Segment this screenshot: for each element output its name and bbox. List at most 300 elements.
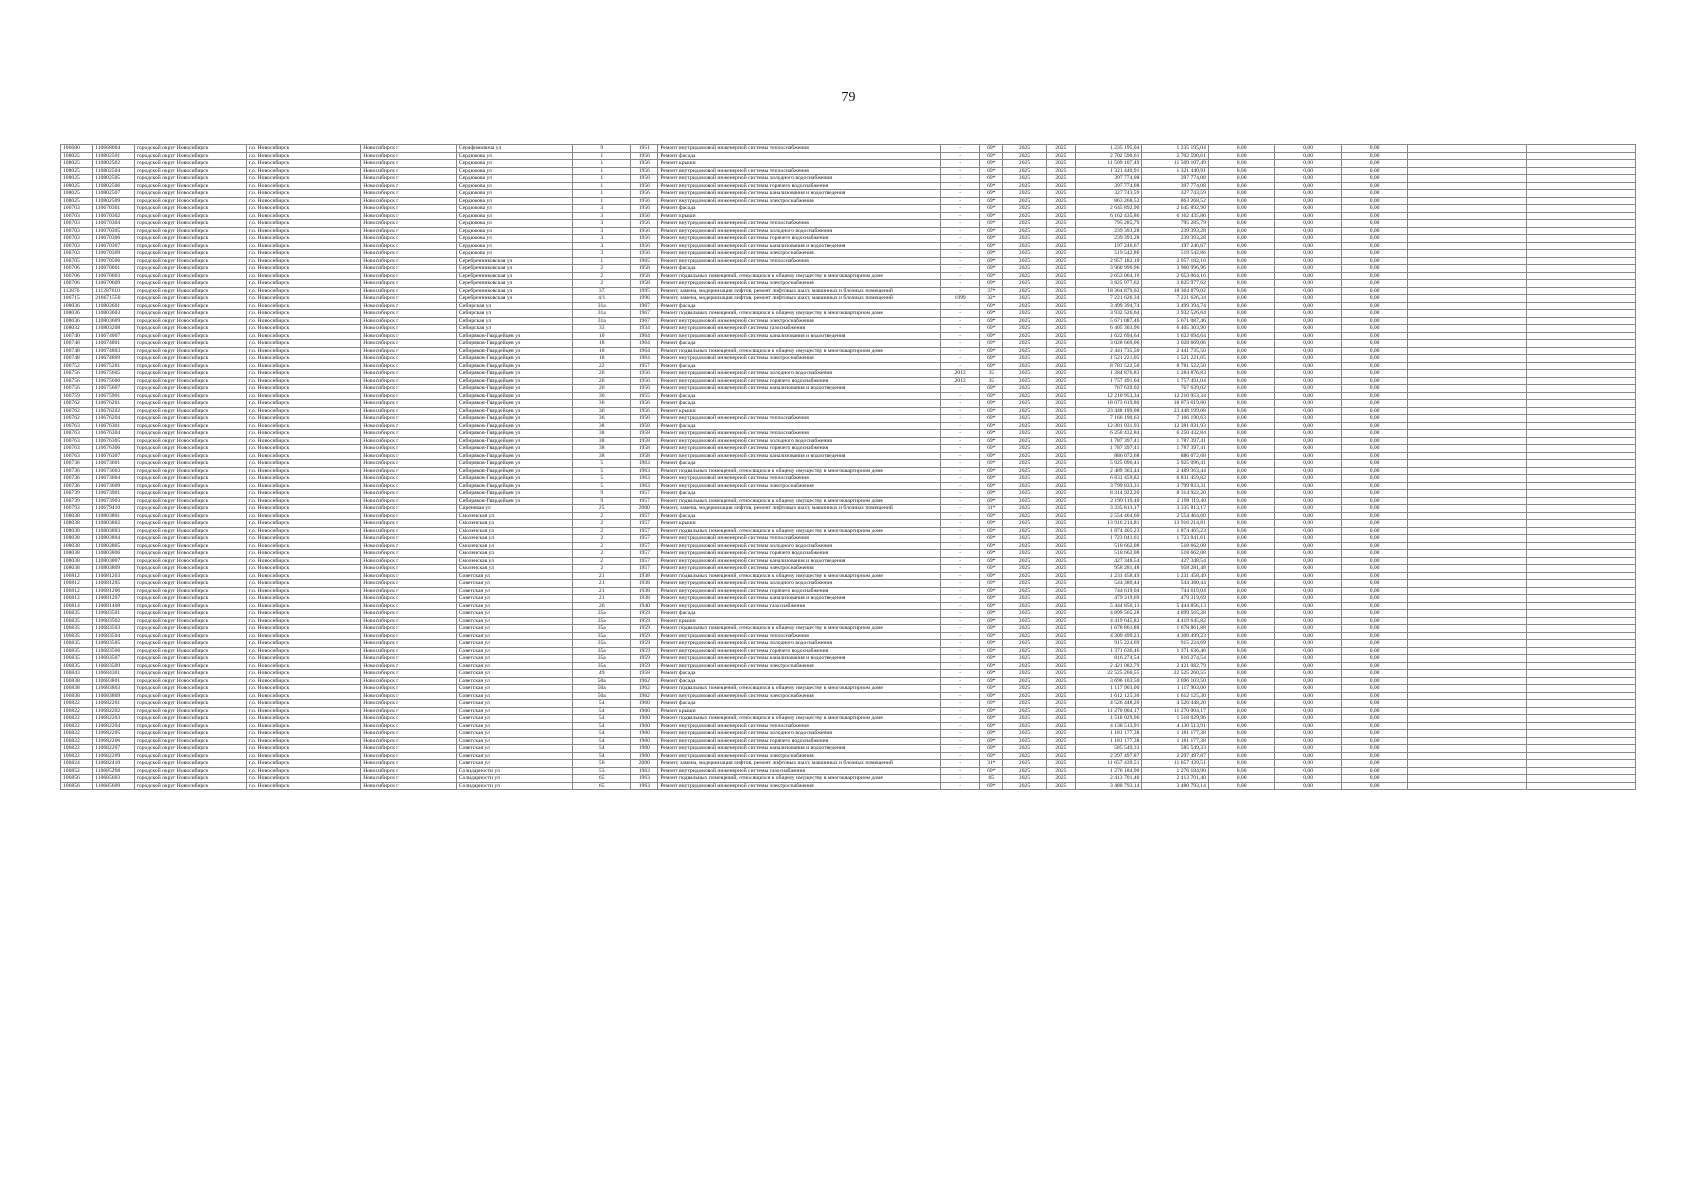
cell-house-number: 56 [573, 760, 631, 768]
cell-fund-cost: 3 932 526,64 [1142, 310, 1208, 318]
cell-street: Сибирская ул [456, 302, 572, 310]
cell-plan-year-end: 2025 [1046, 475, 1075, 483]
cell-house-id: 106763 [61, 437, 93, 445]
cell-municipal-district: городской округ Новосибирск [134, 557, 246, 565]
cell-plan-year-start: 2025 [1003, 422, 1047, 430]
table-row [61, 520, 1636, 528]
cell-city: Новосибирск г [361, 482, 457, 490]
cell-local-funds: 0,00 [1341, 535, 1407, 543]
cell-wear-percent: 69* [980, 310, 1003, 318]
cell-plan-year-start: 2025 [1003, 167, 1047, 175]
cell-note-a [1408, 227, 1526, 235]
cell-local-funds: 0,00 [1341, 610, 1407, 618]
table-row [61, 572, 1636, 580]
cell-settlement: г.о. Новосибирск [246, 310, 360, 318]
cell-municipal-district: городской округ Новосибирск [134, 302, 246, 310]
cell-local-funds: 0,00 [1341, 242, 1407, 250]
cell-house-id: 106835 [61, 662, 93, 670]
cell-street: Советская ул [456, 752, 572, 760]
cell-regional-funds: 0,00 [1275, 257, 1341, 265]
cell-settlement: г.о. Новосибирск [246, 647, 360, 655]
cell-local-funds: 0,00 [1341, 632, 1407, 640]
cell-fund-cost: 197 246,67 [1142, 242, 1208, 250]
cell-plan-year-end: 2025 [1046, 332, 1075, 340]
cell-house-id: 106824 [61, 760, 93, 768]
cell-last-repair-year: - [940, 265, 979, 273]
cell-total-cost: 11 270 004,17 [1075, 707, 1141, 715]
cell-plan-year-end: 2025 [1046, 347, 1075, 355]
cell-last-repair-year: - [940, 287, 979, 295]
cell-work-id: 110683506 [93, 647, 135, 655]
cell-note-b [1526, 752, 1635, 760]
cell-total-cost: 13 916 214,81 [1075, 520, 1141, 528]
cell-plan-year-start: 2025 [1003, 370, 1047, 378]
cell-municipal-district: городской округ Новосибирск [134, 475, 246, 483]
cell-last-repair-year: - [940, 610, 979, 618]
cell-house-id: 106835 [61, 655, 93, 663]
cell-house-id: 106739 [61, 490, 93, 498]
cell-federal-funds: 0,00 [1208, 415, 1274, 423]
cell-last-repair-year: - [940, 730, 979, 738]
cell-house-number: 26 [573, 377, 631, 385]
cell-settlement: г.о. Новосибирск [246, 670, 360, 678]
cell-street: Сибирская ул [456, 317, 572, 325]
cell-last-repair-year: - [940, 190, 979, 198]
cell-total-cost: 5 444 856,13 [1075, 602, 1141, 610]
cell-house-number: 10 [573, 332, 631, 340]
cell-fund-cost: 544 380,44 [1142, 580, 1208, 588]
cell-note-a [1408, 452, 1526, 460]
cell-street: Советская ул [456, 670, 572, 678]
cell-note-a [1408, 512, 1526, 520]
cell-house-id: 106835 [61, 610, 93, 618]
cell-city: Новосибирск г [361, 310, 457, 318]
cell-municipal-district: городской округ Новосибирск [134, 242, 246, 250]
cell-local-funds: 0,00 [1341, 655, 1407, 663]
cell-work-id: 110675606 [93, 377, 135, 385]
cell-house-id: 106763 [61, 452, 93, 460]
cell-last-repair-year: - [940, 602, 979, 610]
cell-municipal-district: городской округ Новосибирск [134, 145, 246, 153]
cell-note-b [1526, 295, 1635, 303]
cell-plan-year-end: 2025 [1046, 482, 1075, 490]
cell-wear-percent: 69* [980, 205, 1003, 213]
cell-total-cost: 3 028 669,06 [1075, 340, 1141, 348]
cell-fund-cost: 816 274,54 [1142, 655, 1208, 663]
cell-regional-funds: 0,00 [1275, 715, 1341, 723]
cell-plan-year-end: 2025 [1046, 422, 1075, 430]
cell-note-b [1526, 205, 1635, 213]
cell-total-cost: 2 297 497,87 [1075, 752, 1141, 760]
cell-plan-year-start: 2025 [1003, 182, 1047, 190]
table-row [61, 242, 1636, 250]
cell-settlement: г.о. Новосибирск [246, 152, 360, 160]
cell-plan-year-start: 2025 [1003, 332, 1047, 340]
cell-federal-funds: 0,00 [1208, 512, 1274, 520]
cell-house-number: 33 [573, 325, 631, 333]
cell-settlement: г.о. Новосибирск [246, 422, 360, 430]
cell-last-repair-year: 1999 [940, 295, 979, 303]
cell-last-repair-year: - [940, 587, 979, 595]
cell-build-year: 1956 [631, 167, 658, 175]
cell-note-a [1408, 347, 1526, 355]
cell-note-b [1526, 700, 1635, 708]
cell-city: Новосибирск г [361, 752, 457, 760]
cell-plan-year-start: 2025 [1003, 467, 1047, 475]
cell-plan-year-end: 2025 [1046, 722, 1075, 730]
cell-house-number: 26 [573, 385, 631, 393]
cell-federal-funds: 0,00 [1208, 767, 1274, 775]
cell-street: Сибиряков-Гвардейцев ул [456, 460, 572, 468]
cell-note-b [1526, 190, 1635, 198]
cell-fund-cost: 2 957 182,10 [1142, 257, 1208, 265]
cell-work-id: 110802504 [93, 167, 135, 175]
cell-city: Новосибирск г [361, 317, 457, 325]
cell-fund-cost: 4 419 645,82 [1142, 617, 1208, 625]
cell-work-type: Ремонт подвальных помещений, относящихся к общему имуществу в многоквартирном доме [658, 715, 941, 723]
cell-work-type: Ремонт внутридомовой инженерной системы горячего водоснабжения [658, 182, 941, 190]
cell-total-cost: 2 645 892,90 [1075, 205, 1141, 213]
cell-total-cost: 1 521 221,05 [1075, 355, 1141, 363]
cell-house-id: 106736 [61, 460, 93, 468]
cell-street: Советская ул [456, 595, 572, 603]
cell-plan-year-end: 2025 [1046, 535, 1075, 543]
cell-street: Советская ул [456, 655, 572, 663]
cell-total-cost: 2 653 064,16 [1075, 272, 1141, 280]
cell-plan-year-end: 2025 [1046, 497, 1075, 505]
cell-house-id: 106835 [61, 640, 93, 648]
cell-settlement: г.о. Новосибирск [246, 295, 360, 303]
cell-last-repair-year: - [940, 700, 979, 708]
cell-plan-year-start: 2025 [1003, 520, 1047, 528]
cell-plan-year-start: 2025 [1003, 505, 1047, 513]
cell-note-a [1408, 542, 1526, 550]
cell-wear-percent: 69* [980, 632, 1003, 640]
cell-note-a [1408, 730, 1526, 738]
cell-work-id: 110682202 [93, 707, 135, 715]
cell-note-a [1408, 295, 1526, 303]
cell-work-id: 110683503 [93, 625, 135, 633]
cell-house-id: 108038 [61, 535, 93, 543]
cell-note-b [1526, 692, 1635, 700]
cell-regional-funds: 0,00 [1275, 190, 1341, 198]
cell-build-year: 2000 [631, 760, 658, 768]
cell-house-number: 37 [573, 287, 631, 295]
cell-plan-year-start: 2025 [1003, 302, 1047, 310]
cell-house-number: 54 [573, 715, 631, 723]
cell-last-repair-year: - [940, 527, 979, 535]
cell-work-type: Ремонт внутридомовой инженерной системы электроснабжения [658, 662, 941, 670]
cell-total-cost: 1 276 184,90 [1075, 767, 1141, 775]
cell-street: Смоленская ул [456, 512, 572, 520]
cell-build-year: 1960 [631, 730, 658, 738]
cell-municipal-district: городской округ Новосибирск [134, 257, 246, 265]
cell-city: Новосибирск г [361, 235, 457, 243]
cell-last-repair-year: 2012 [940, 377, 979, 385]
cell-last-repair-year: - [940, 512, 979, 520]
cell-local-funds: 0,00 [1341, 677, 1407, 685]
cell-regional-funds: 0,00 [1275, 640, 1341, 648]
cell-house-number: 31а [573, 302, 631, 310]
cell-fund-cost: 1 521 221,05 [1142, 355, 1208, 363]
cell-plan-year-start: 2025 [1003, 220, 1047, 228]
cell-fund-cost: 4 526 448,20 [1142, 700, 1208, 708]
cell-wear-percent: 69* [980, 715, 1003, 723]
cell-note-a [1408, 332, 1526, 340]
cell-street: Смоленская ул [456, 520, 572, 528]
table-row [61, 662, 1636, 670]
cell-build-year: 1967 [631, 302, 658, 310]
cell-city: Новосибирск г [361, 767, 457, 775]
cell-build-year: 1967 [631, 310, 658, 318]
cell-federal-funds: 0,00 [1208, 325, 1274, 333]
cell-city: Новосибирск г [361, 692, 457, 700]
cell-work-type: Ремонт крыши [658, 212, 941, 220]
cell-settlement: г.о. Новосибирск [246, 392, 360, 400]
cell-street: Сибирская ул [456, 310, 572, 318]
cell-house-id: 106822 [61, 700, 93, 708]
cell-build-year: 1960 [631, 752, 658, 760]
cell-total-cost: 1 757 491,04 [1075, 377, 1141, 385]
cell-house-id: 108038 [61, 512, 93, 520]
cell-note-a [1408, 265, 1526, 273]
cell-note-b [1526, 497, 1635, 505]
cell-last-repair-year: - [940, 670, 979, 678]
cell-fund-cost: 11 509 107,49 [1142, 160, 1208, 168]
cell-work-type: Ремонт внутридомовой инженерной системы теплоснабжения [658, 220, 941, 228]
cell-regional-funds: 0,00 [1275, 760, 1341, 768]
cell-federal-funds: 0,00 [1208, 445, 1274, 453]
cell-settlement: г.о. Новосибирск [246, 415, 360, 423]
cell-street: Солидарности ул [456, 767, 572, 775]
cell-house-id: 106756 [61, 377, 93, 385]
cell-street: Советская ул [456, 647, 572, 655]
cell-house-id: 106822 [61, 737, 93, 745]
cell-work-id: 110674803 [93, 347, 135, 355]
cell-city: Новосибирск г [361, 302, 457, 310]
cell-city: Новосибирск г [361, 467, 457, 475]
cell-work-id: 111287610 [93, 287, 135, 295]
cell-federal-funds: 0,00 [1208, 707, 1274, 715]
cell-work-type: Ремонт внутридомовой инженерной системы канализования и водоотведения [658, 385, 941, 393]
cell-total-cost: 4 526 448,20 [1075, 700, 1141, 708]
cell-municipal-district: городской округ Новосибирск [134, 497, 246, 505]
cell-wear-percent: 69* [980, 490, 1003, 498]
cell-wear-percent: 69* [980, 677, 1003, 685]
cell-total-cost: 1 371 636,46 [1075, 647, 1141, 655]
cell-plan-year-start: 2025 [1003, 557, 1047, 565]
cell-municipal-district: городской округ Новосибирск [134, 422, 246, 430]
cell-municipal-district: городской округ Новосибирск [134, 250, 246, 258]
cell-federal-funds: 0,00 [1208, 677, 1274, 685]
cell-local-funds: 0,00 [1341, 325, 1407, 333]
cell-regional-funds: 0,00 [1275, 775, 1341, 783]
table-row [61, 377, 1636, 385]
cell-house-id: 108038 [61, 550, 93, 558]
cell-last-repair-year: - [940, 175, 979, 183]
cell-plan-year-end: 2025 [1046, 565, 1075, 573]
cell-local-funds: 0,00 [1341, 227, 1407, 235]
cell-city: Новосибирск г [361, 182, 457, 190]
table-row [61, 385, 1636, 393]
cell-plan-year-start: 2025 [1003, 715, 1047, 723]
cell-note-a [1408, 490, 1526, 498]
cell-settlement: г.о. Новосибирск [246, 355, 360, 363]
cell-city: Новосибирск г [361, 160, 457, 168]
cell-plan-year-start: 2025 [1003, 257, 1047, 265]
cell-total-cost: 519 542,86 [1075, 250, 1141, 258]
cell-regional-funds: 0,00 [1275, 670, 1341, 678]
cell-settlement: г.о. Новосибирск [246, 767, 360, 775]
cell-municipal-district: городской округ Новосибирск [134, 407, 246, 415]
cell-note-b [1526, 325, 1635, 333]
cell-settlement: г.о. Новосибирск [246, 737, 360, 745]
cell-work-type: Ремонт внутридомовой инженерной системы электроснабжения [658, 482, 941, 490]
cell-local-funds: 0,00 [1341, 512, 1407, 520]
cell-build-year: 1959 [631, 632, 658, 640]
cell-plan-year-start: 2025 [1003, 647, 1047, 655]
cell-municipal-district: городской округ Новосибирск [134, 512, 246, 520]
cell-total-cost: 6 162 435,86 [1075, 212, 1141, 220]
cell-plan-year-end: 2025 [1046, 287, 1075, 295]
cell-plan-year-end: 2025 [1046, 295, 1075, 303]
cell-regional-funds: 0,00 [1275, 677, 1341, 685]
cell-regional-funds: 0,00 [1275, 182, 1341, 190]
cell-plan-year-end: 2025 [1046, 692, 1075, 700]
cell-settlement: г.о. Новосибирск [246, 167, 360, 175]
cell-work-id: 110674801 [93, 340, 135, 348]
cell-regional-funds: 0,00 [1275, 332, 1341, 340]
cell-federal-funds: 0,00 [1208, 602, 1274, 610]
cell-settlement: г.о. Новосибирск [246, 175, 360, 183]
table-row [61, 460, 1636, 468]
cell-work-id: 110682206 [93, 737, 135, 745]
cell-build-year: 1963 [631, 475, 658, 483]
cell-local-funds: 0,00 [1341, 587, 1407, 595]
cell-federal-funds: 0,00 [1208, 775, 1274, 783]
cell-house-number: 2 [573, 512, 631, 520]
cell-regional-funds: 0,00 [1275, 662, 1341, 670]
cell-note-b [1526, 565, 1635, 573]
cell-work-id: 110675607 [93, 385, 135, 393]
table-row [61, 167, 1636, 175]
cell-work-id: 110803805 [93, 542, 135, 550]
cell-last-repair-year: - [940, 475, 979, 483]
cell-build-year: 1962 [631, 677, 658, 685]
cell-work-id: 110670301 [93, 205, 135, 213]
cell-wear-percent: 69* [980, 272, 1003, 280]
cell-house-number: 2 [573, 527, 631, 535]
cell-street: Сердюкова ул [456, 197, 572, 205]
cell-city: Новосибирск г [361, 685, 457, 693]
cell-local-funds: 0,00 [1341, 392, 1407, 400]
cell-note-b [1526, 152, 1635, 160]
cell-work-id: 210671550 [93, 295, 135, 303]
cell-city: Новосибирск г [361, 242, 457, 250]
cell-note-a [1408, 527, 1526, 535]
cell-total-cost: 3 499 394,74 [1075, 302, 1141, 310]
cell-regional-funds: 0,00 [1275, 527, 1341, 535]
cell-house-id: 106736 [61, 467, 93, 475]
table-row [61, 392, 1636, 400]
cell-last-repair-year: - [940, 145, 979, 153]
cell-house-number: 2 [573, 272, 631, 280]
cell-city: Новосибирск г [361, 707, 457, 715]
cell-plan-year-end: 2025 [1046, 235, 1075, 243]
cell-plan-year-start: 2025 [1003, 400, 1047, 408]
cell-work-type: Ремонт внутридомовой инженерной системы электроснабжения [658, 317, 941, 325]
cell-note-a [1408, 767, 1526, 775]
cell-work-type: Ремонт внутридомовой инженерной системы теплоснабжения [658, 145, 941, 153]
cell-federal-funds: 0,00 [1208, 332, 1274, 340]
cell-note-a [1408, 535, 1526, 543]
cell-build-year: 1958 [631, 280, 658, 288]
cell-city: Новосибирск г [361, 610, 457, 618]
cell-plan-year-start: 2025 [1003, 190, 1047, 198]
cell-city: Новосибирск г [361, 497, 457, 505]
cell-work-id: 110683507 [93, 655, 135, 663]
cell-fund-cost: 1 284 876,83 [1142, 370, 1208, 378]
cell-plan-year-start: 2025 [1003, 775, 1047, 783]
cell-wear-percent: 69* [980, 625, 1003, 633]
cell-house-id: 106763 [61, 445, 93, 453]
cell-street: Советская ул [456, 730, 572, 738]
cell-last-repair-year: - [940, 272, 979, 280]
cell-municipal-district: городской округ Новосибирск [134, 782, 246, 790]
cell-total-cost: 3 960 996,96 [1075, 265, 1141, 273]
cell-regional-funds: 0,00 [1275, 565, 1341, 573]
cell-local-funds: 0,00 [1341, 160, 1407, 168]
cell-last-repair-year: - [940, 205, 979, 213]
cell-federal-funds: 0,00 [1208, 422, 1274, 430]
cell-work-id: 110670309 [93, 250, 135, 258]
table-row [61, 647, 1636, 655]
cell-wear-percent: 69* [980, 190, 1003, 198]
cell-city: Новосибирск г [361, 557, 457, 565]
cell-municipal-district: городской округ Новосибирск [134, 587, 246, 595]
cell-total-cost: 886 072,68 [1075, 452, 1141, 460]
cell-street: Сибиряков-Гвардейцев ул [456, 377, 572, 385]
cell-plan-year-end: 2025 [1046, 617, 1075, 625]
cell-last-repair-year: - [940, 422, 979, 430]
cell-total-cost: 397 774,08 [1075, 182, 1141, 190]
cell-plan-year-start: 2025 [1003, 197, 1047, 205]
cell-plan-year-end: 2025 [1046, 152, 1075, 160]
cell-house-number: 9 [573, 497, 631, 505]
table-row [61, 145, 1636, 153]
cell-note-b [1526, 677, 1635, 685]
cell-work-type: Ремонт подвальных помещений, относящихся к общему имуществу в многоквартирном доме [658, 467, 941, 475]
cell-note-b [1526, 167, 1635, 175]
cell-note-a [1408, 430, 1526, 438]
cell-last-repair-year: - [940, 310, 979, 318]
cell-total-cost: 915 224,69 [1075, 640, 1141, 648]
cell-work-type: Ремонт подвальных помещений, относящихся к общему имуществу в многоквартирном доме [658, 685, 941, 693]
cell-city: Новосибирск г [361, 475, 457, 483]
cell-work-id: 110803802 [93, 520, 135, 528]
cell-work-id: 110803609 [93, 317, 135, 325]
cell-note-b [1526, 242, 1635, 250]
cell-city: Новосибирск г [361, 452, 457, 460]
cell-plan-year-end: 2025 [1046, 505, 1075, 513]
cell-note-a [1408, 685, 1526, 693]
cell-plan-year-start: 2025 [1003, 602, 1047, 610]
cell-plan-year-end: 2025 [1046, 542, 1075, 550]
cell-local-funds: 0,00 [1341, 445, 1407, 453]
cell-work-id: 110676306 [93, 445, 135, 453]
cell-municipal-district: городской округ Новосибирск [134, 392, 246, 400]
cell-wear-percent: 69* [980, 602, 1003, 610]
